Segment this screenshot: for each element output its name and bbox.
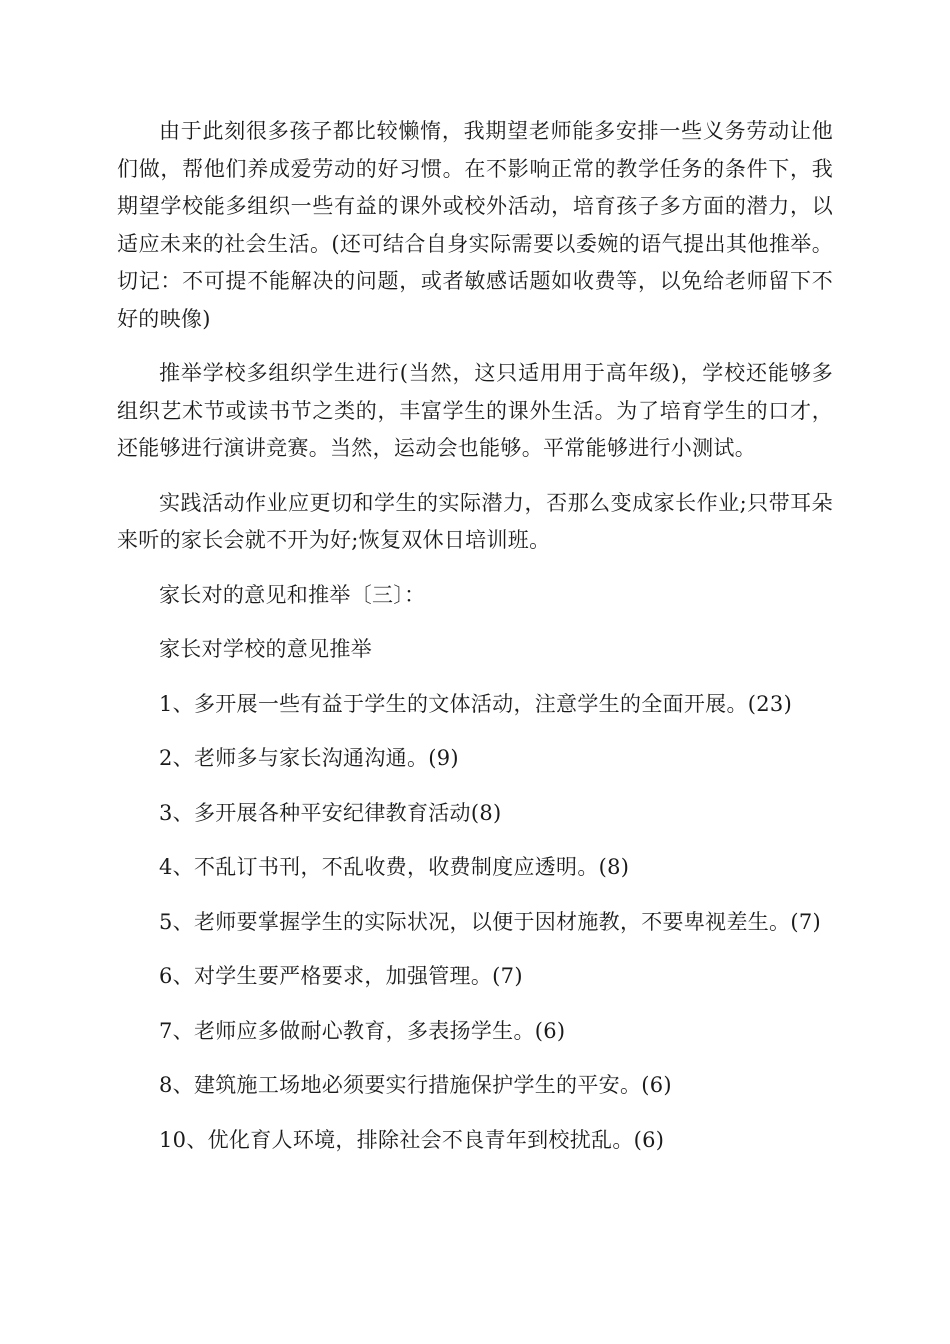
subsection-heading: 家长对学校的意见推举: [159, 637, 372, 661]
list-item: 1、多开展一些有益于学生的文体活动，注意学生的全面开展。(23): [159, 691, 793, 716]
paragraph-homework-suggestion: 实践活动作业应更切和学生的实际潜力，否那么变成家长作业;只带耳朵来听的家长会就不开为好;恢复双休日培训班。: [117, 490, 833, 552]
document-page: [117, 113, 833, 1176]
list-item: 6、对学生要严格要求，加强管理。(7): [159, 964, 523, 988]
section-heading: 家长对的意见和推举〔三〕：: [159, 582, 426, 607]
paragraph-activities-suggestion: 推举学校多组织学生进行(当然，这只适用用于高年级)，学校还能够多组织艺术节或读书节之类的，丰富学生的课外生活。为了培育学生的口才，还能够进行演讲竞赛。当然，运动会也能够。平常能够进行小测试。: [117, 361, 833, 460]
paragraph-labor-suggestion: 由于此刻很多孩子都比较懒惰，我期望老师能多安排一些义务劳动让他们做，帮他们养成爱劳动的好习惯。在不影响正常的教学任务的条件下，我期望学校能多组织一些有益的课外或校外活动，培育孩子多方面的潜力，以适应未来的社会生活。(还可结合自身实际需要以委婉的语气提出其他推举。切记：不可提不能解决的问题，或者敏感话题如收费等，以免给老师留下不好的映像): [117, 119, 833, 331]
list-item: 8、建筑施工场地必须要实行措施保护学生的平安。(6): [159, 1073, 672, 1097]
list-item: 5、老师要掌握学生的实际状况，以便于因材施教，不要卑视差生。(7): [159, 909, 822, 934]
list-item: 4、不乱订书刊，不乱收费，收费制度应透明。(8): [159, 855, 630, 879]
list-item: 7、老师应多做耐心教育，多表扬学生。(6): [159, 1018, 566, 1043]
list-item: 2、老师多与家长沟通沟通。(9): [159, 746, 459, 770]
list-item: 10、优化育人环境，排除社会不良青年到校扰乱。(6): [159, 1127, 665, 1152]
list-item: 3、多开展各种平安纪律教育活动(8): [159, 800, 502, 825]
